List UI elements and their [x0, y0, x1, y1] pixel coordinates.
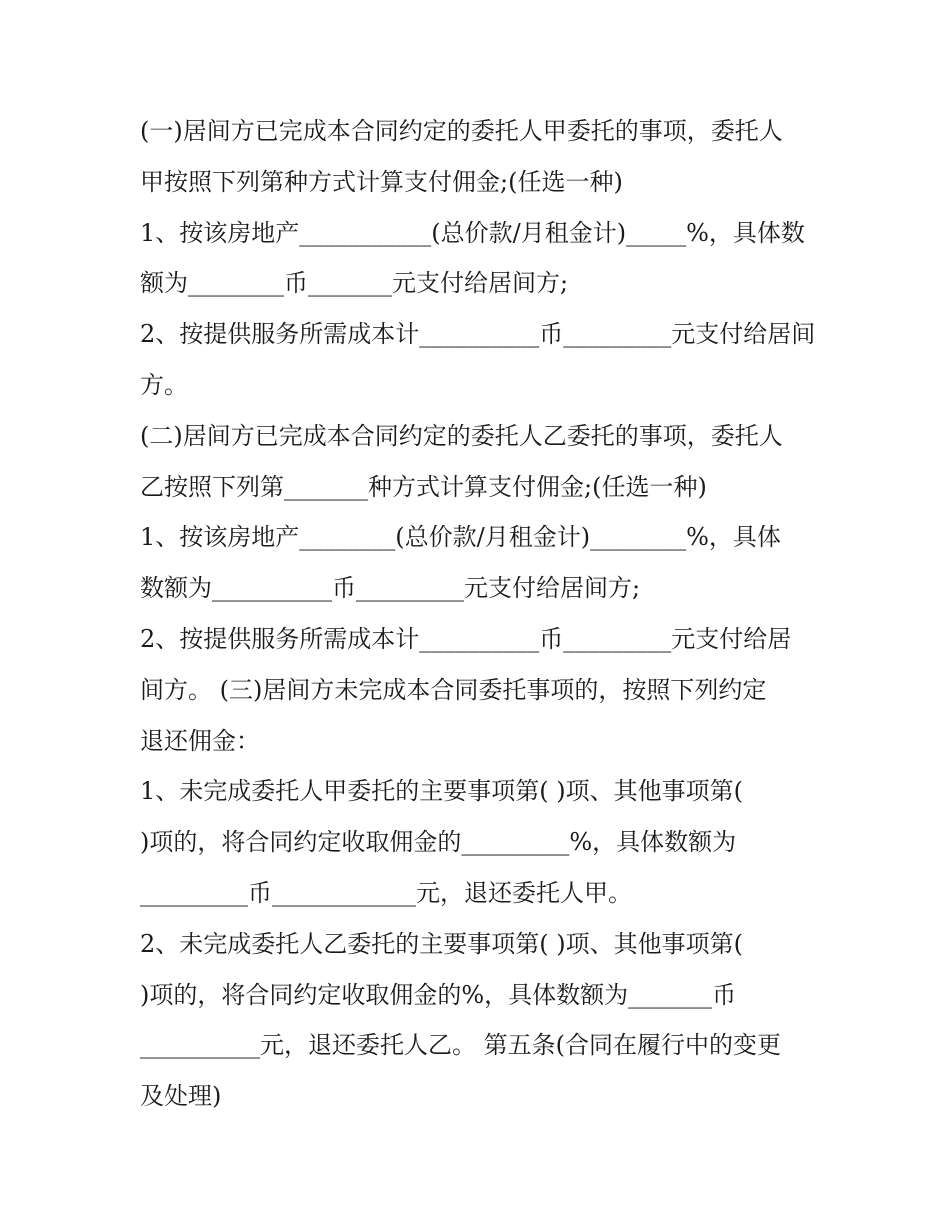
text-line: __________元，退还委托人乙。 第五条(合同在履行中的变更 — [140, 1031, 781, 1060]
text-line: 退还佣金： — [140, 726, 260, 755]
text-line: )项的，将合同约定收取佣金的%，具体数额为_______币 — [140, 980, 737, 1009]
text-line: 乙按照下列第_______种方式计算支付佣金;(任选一种) — [140, 472, 707, 501]
text-line: (一)居间方已完成本合同约定的委托人甲委托的事项，委托人 — [140, 117, 783, 145]
text-line: (二)居间方已完成本合同约定的委托人乙委托的事项，委托人 — [140, 421, 783, 450]
text-line: 1、按该房地产___________(总价款/月租金计)_____%，具体数 — [140, 218, 805, 247]
text-line: 2、未完成委托人乙委托的主要事项第( )项、其他事项第( — [140, 929, 743, 958]
text-line: 间方。 (三)居间方未完成本合同委托事项的，按照下列约定 — [140, 675, 767, 704]
text-line: 及处理) — [140, 1082, 222, 1111]
text-line: )项的，将合同约定收取佣金的_________%，具体数额为 — [140, 828, 737, 857]
text-line: 额为________币_______元支付给居间方; — [140, 269, 569, 298]
text-line: 数额为__________币_________元支付给居间方; — [140, 574, 641, 603]
text-line: 1、未完成委托人甲委托的主要事项第( )项、其他事项第( — [140, 777, 743, 806]
text-line: _________币____________元，退还委托人甲。 — [140, 878, 632, 907]
document-body — [140, 106, 830, 1122]
text-line: 方。 — [140, 370, 188, 399]
text-line: 甲按照下列第种方式计算支付佣金;(任选一种) — [140, 167, 623, 196]
text-line: 1、按该房地产________(总价款/月租金计)________%，具体 — [140, 523, 781, 552]
text-line: 2、按提供服务所需成本计__________币_________元支付给居间 — [140, 320, 816, 349]
text-line: 2、按提供服务所需成本计__________币_________元支付给居 — [140, 624, 792, 653]
